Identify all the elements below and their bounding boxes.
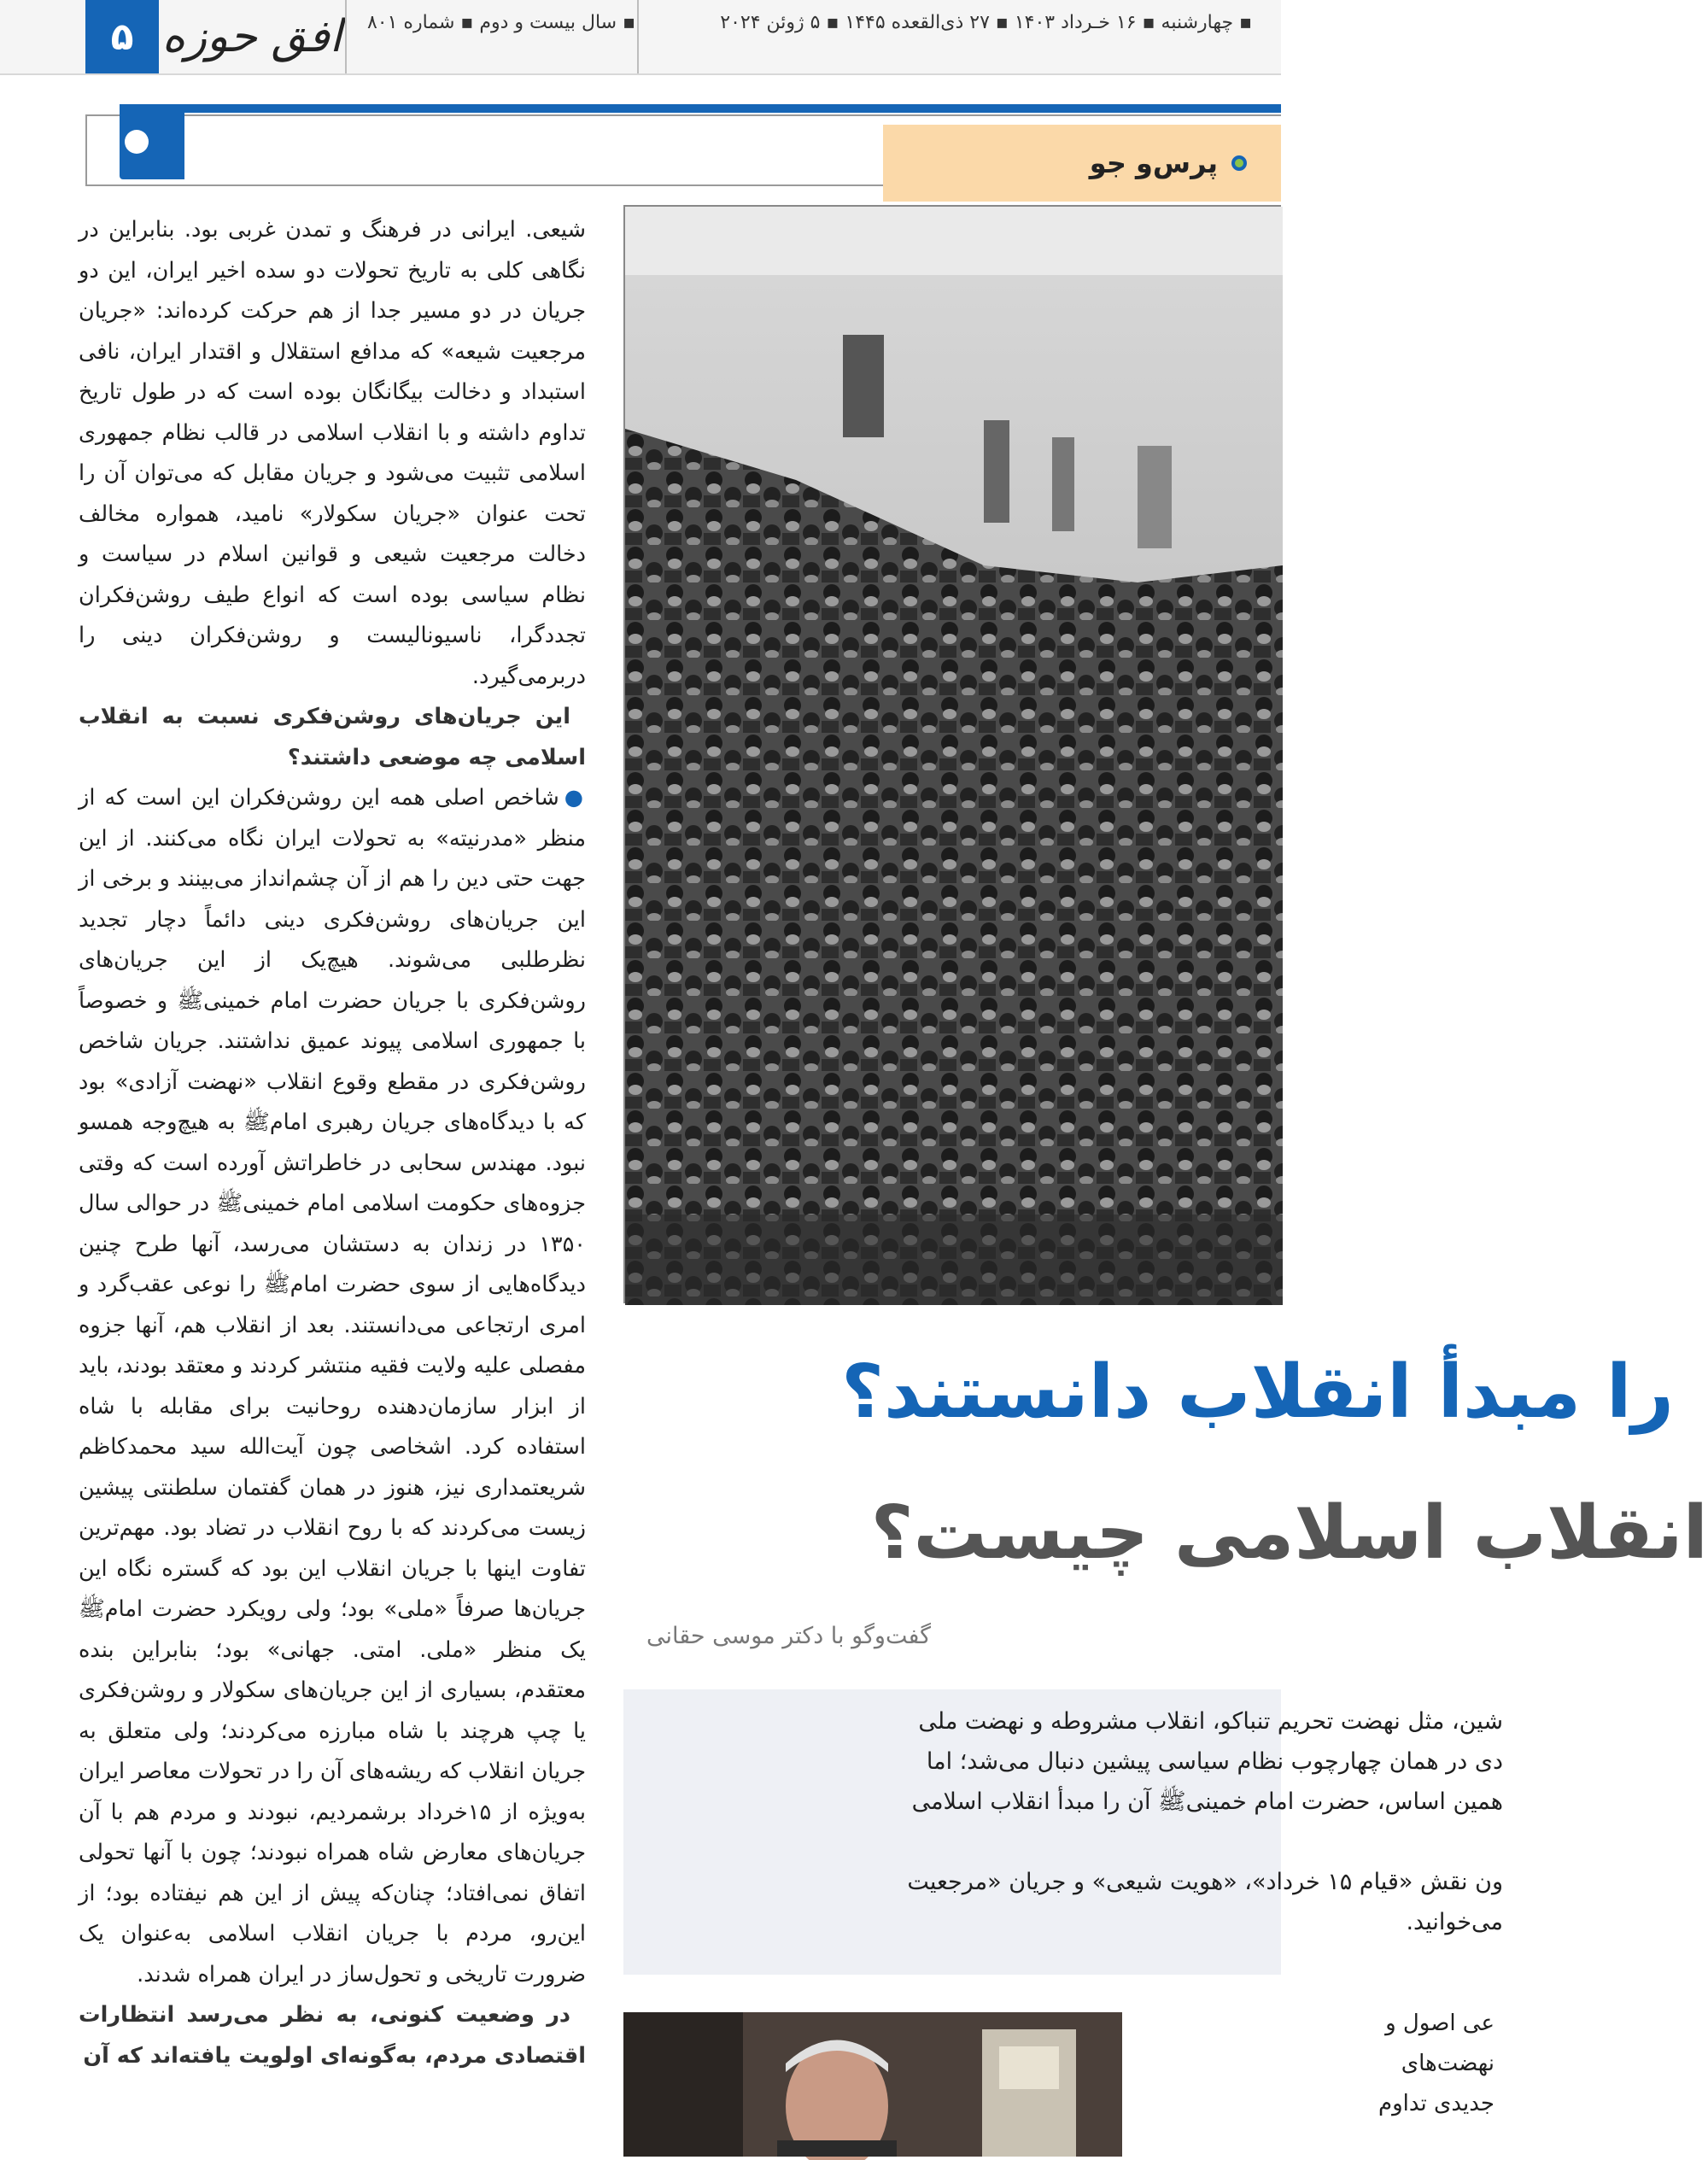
crowd-photo-image	[625, 207, 1283, 1305]
lead-line	[649, 1822, 1503, 1862]
answer-bullet-icon: ●	[564, 785, 586, 811]
lead-line: می‌خوانید.	[1406, 1909, 1503, 1935]
lead-text	[649, 1701, 1503, 1942]
interviewee-photo	[623, 2012, 1122, 2157]
interview-answer	[79, 778, 586, 1995]
lead-line: همین اساس، حضرت امام خمینیﷺ آن را مبدأ انقلاب اسلامی	[911, 1788, 1503, 1815]
page-number-badge: ۵	[85, 0, 159, 73]
side-line: نهضت‌های	[1401, 2051, 1494, 2076]
ornament-notch	[125, 130, 149, 154]
section-tag	[883, 125, 1281, 202]
headline-line-1: را مبدأ انقلاب دانستند؟	[841, 1349, 1674, 1435]
byline: گفت‌وگو با دکتر موسی حقانی	[646, 1623, 931, 1649]
crowd-photo	[623, 205, 1281, 1303]
logo-text: افق حوزه	[161, 11, 342, 62]
issue-info: ▪ سال بیست و دوم ▪ شماره ۸۰۱	[366, 12, 635, 33]
side-line: عی اصول و	[1385, 2011, 1494, 2036]
section-label: پرس‌و جو	[1089, 147, 1218, 179]
article-column	[79, 210, 586, 2157]
side-line: جدیدی تداوم	[1378, 2091, 1494, 2116]
frame-line	[85, 184, 885, 186]
bullet-circle-icon	[1231, 155, 1247, 171]
frame-line	[85, 114, 87, 186]
side-column-text	[1153, 2004, 1494, 2157]
interview-question: در وضعیت کنونی، به نظر می‌رسد انتظارات اقتصادی مردم، به‌گونه‌ای اولویت یافته‌اند که آن	[79, 2002, 586, 2069]
interview-question: این جریان‌های روشن‌فکری نسبت به انقلاب اسلامی چه موضعی داشتند؟	[79, 704, 586, 770]
article-paragraph: شیعی. ایرانی در فرهنگ و تمدن غربی بود. بنابراین در نگاهی کلی به تاریخ تحولات دو سده اخیر ایران، این دو جریان در دو مسیر جدا از هم حرکت کرده‌اند: «جریان مرجعیت شیعه» که مدافع استقلال و اقتدار ایران، نافی استبداد و دخالت بیگانگان بوده است که در طول تاریخ تداوم داشته و با انقلاب اسلامی در قالب نظام جمهوری اسلامی تثبیت می‌شود و جریان مقابل که می‌توان آن را تحت عنوان «جریان سکولار» نامید، همواره مخالف دخالت مرجعیت شیعی و قوانین اسلام در سیاست و نظام سیاسی بوده است که انواع طیف روشن‌فکران تجددگرا، ناسیونالیست و روشن‌فکران دینی را دربرمی‌گیرد.	[79, 217, 586, 689]
lead-line: ون نقش «قیام ۱۵ خرداد»، «هویت شیعی» و جریان «مرجعیت	[907, 1869, 1503, 1895]
answer-text: شاخص اصلی همه این روشن‌فکران این است که از منظر «مدرنیته» به تحولات ایران نگاه می‌کنند. از این جهت حتی دین را هم از آن چشم‌انداز می‌بینند و برخی از این جریان‌های روشن‌فکری دینی دائماً دچار تجدید نظرطلبی می‌شوند. هیچ‌یک از این جریان‌های روشن‌فکری با جریان حضرت امام خمینیﷺ و خصوصاً با جمهوری اسلامی پیوند عمیق نداشتند. جریان شاخص روشن‌فکری در مقطع وقوع انقلاب «نهضت آزادی» بود که با دیدگاه‌های جریان رهبری امامﷺ به هیچ‌وجه همسو نبود. مهندس سحابی در خاطراتش آورده است که وقتی جزوه‌های حکومت اسلامی امام خمینیﷺ در حوالی سال ۱۳۵۰ در زندان به دستشان می‌رسد، آنها طرح چنین دیدگاه‌هایی از سوی حضرت امامﷺ را نوعی عقب‌گرد و امری ارتجاعی می‌دانستند. بعد از انقلاب هم، آنها جزوه مفصلی علیه ولایت فقیه منتشر کردند و معتقد بودند، باید از ابزار سازمان‌دهنده روحانیت برای مقابله با شاه استفاده کرد. اشخاصی چون آیت‌الله سید محمدکاظم شریعتمداری نیز، هنوز در همان گفتمان سلطنتی پیشین زیست می‌کردند که با روح انقلاب در تضاد بود. مهم‌ترین تفاوت اینها با جریان انقلاب این بود که گستره نگاه این جریان‌ها صرفاً «ملی» بود؛ ولی رویکرد حضرت امامﷺ یک منظر «ملی. امتی. جهانی» بود؛ بنابراین بنده معتقدم، بسیاری از این جریان‌های سکولار و روشن‌فکری یا چپ هرچند با شاه مبارزه می‌کردند؛ ولی متعلق به جریان انقلاب که ریشه‌های آن را در تحولات معاصر ایران به‌ویژه از ۱۵خرداد برشمردیم، نبودند و مردم هم با آن جریان‌های معارض شاه همراه نبودند؛ چون با آنها تحولی اتفاق نمی‌افتاد؛ چنان‌که پیش از این هم نیفتاده بود؛ از این‌رو، مردم با جریان انقلاب اسلامی به‌عنوان یک ضرورت تاریخی و تحول‌ساز در ایران همراه شدند.	[79, 785, 586, 1987]
date-info: ▪ چهارشنبه ▪ ۱۶ خـرداد ۱۴۰۳ ▪ ۲۷ ذی‌القعده ۱۴۴۵ ▪ ۵ ژوئن ۲۰۲۴	[720, 12, 1252, 33]
portrait-image	[623, 2012, 1122, 2157]
headline-line-2: انقلاب اسلامی چیست؟	[870, 1490, 1708, 1576]
frame-line	[85, 114, 1281, 116]
lead-line: دی در همان چهارچوب نظام سیاسی پیشین دنبال می‌شد؛ اما	[926, 1748, 1503, 1775]
lead-box	[623, 1689, 1503, 1975]
lead-line: شین، مثل نهضت تحریم تنباکو، انقلاب مشروطه و نهضت ملی	[918, 1708, 1503, 1735]
newspaper-logo	[159, 0, 345, 73]
section-rule	[120, 104, 1281, 113]
